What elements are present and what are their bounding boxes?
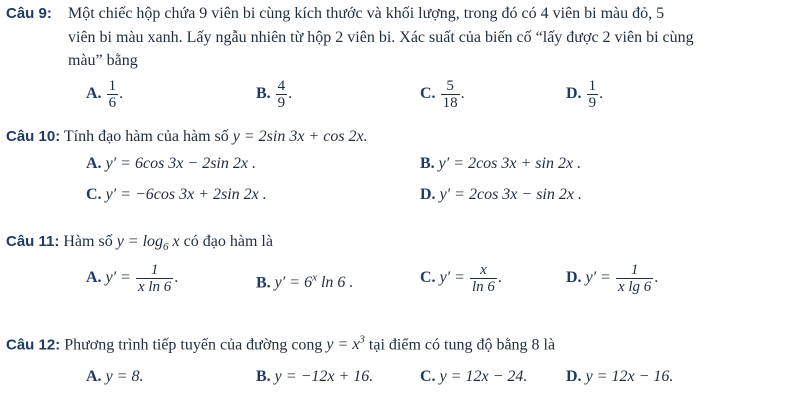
q11-option-b[interactable]: B. $y' = 6^x$ ln 6 . [256, 272, 354, 292]
fraction: $\frac{1}{6}$ [108, 77, 117, 111]
q10-option-a[interactable]: A. y′ = 6cos 3x − 2sin 2x . [86, 155, 256, 172]
q9-option-b[interactable]: B. $\frac{4}{9}$ . [256, 77, 293, 111]
option-letter: D. [566, 85, 582, 102]
option-letter: C. [420, 85, 436, 102]
q10-stem [6, 127, 368, 147]
q12-option-c[interactable]: C. y = 12x − 24. [420, 368, 528, 385]
fraction: $\frac{1}{9}$ [588, 77, 597, 111]
q10-option-c[interactable]: C. y′ = −6cos 3x + 2sin 2x . [86, 186, 267, 203]
q10-label: Câu 10: [6, 128, 61, 145]
fraction: $\frac{x}{\ln 6}$ [471, 261, 495, 295]
q10-option-d[interactable]: D. y′ = 2cos 3x − sin 2x . [420, 186, 582, 203]
q12-label: Câu 12: [6, 336, 61, 354]
q12-option-a[interactable]: A. y = 8. [86, 368, 144, 385]
fraction: $\frac{5}{18}$ [442, 77, 458, 111]
q12-option-d[interactable]: D. y = 12x − 16. [566, 368, 674, 385]
fraction: $\frac{1}{\text{x ln 6}}$ [137, 261, 172, 295]
option-letter: A. [86, 85, 102, 102]
q9-text-line3: màu” bằng [68, 52, 138, 69]
q9-text-line1: Một chiếc hộp chứa 9 viên bi cùng kích thước và khối lượng, trong đó có 4 viên bi màu đỏ, 5 [68, 5, 665, 22]
q10-text: Tính đạo hàm của hàm số [63, 128, 229, 145]
q12-stem: Câu 12: Phương trình tiếp tuyến của đường cong $y = x^3$ tại điểm có tung độ bằng 8 là [6, 334, 556, 354]
q9-option-d[interactable]: D. $\frac{1}{9}$ . [566, 77, 604, 111]
q9-option-a[interactable]: A. $\frac{1}{6}$ . [86, 77, 124, 111]
q12-function: $y = x^3$ [326, 334, 365, 354]
q11-option-c[interactable]: C. y′ = $\frac{x}{\ln 6}$ . [420, 261, 502, 295]
q11-option-d[interactable]: D. y′ = $\frac{1}{\text{x lg 6}}$ . [566, 261, 659, 295]
q10-option-b[interactable]: B. y′ = 2cos 3x + sin 2x . [420, 155, 582, 172]
option-letter: B. [256, 85, 271, 102]
q10-function: y = 2sin 3x + cos 2x. [232, 128, 368, 145]
q11-option-a[interactable]: A. y′ = $\frac{1}{\text{x ln 6}}$ . [86, 261, 179, 295]
q9-option-c[interactable]: C. $\frac{5}{18}$ . [420, 77, 465, 111]
q11-function: $y = \log_6 x$ [116, 233, 180, 254]
q11-stem: Câu 11: Hàm số $y = \log_6 x$ có đạo hàm là [6, 233, 273, 254]
q9-text-line2: viên bi màu xanh. Lấy ngẫu nhiên từ hộp 2 viên bi. Xác suất của biến cố “lấy được 2 viên bi cùng [68, 29, 694, 46]
q9-label: Câu 9: [6, 5, 52, 22]
fraction: $\frac{4}{9}$ [277, 77, 286, 111]
q11-label: Câu 11: [6, 233, 60, 250]
q12-option-b[interactable]: B. y = −12x + 16. [256, 368, 374, 385]
fraction: $\frac{1}{\text{x lg 6}}$ [617, 261, 652, 295]
